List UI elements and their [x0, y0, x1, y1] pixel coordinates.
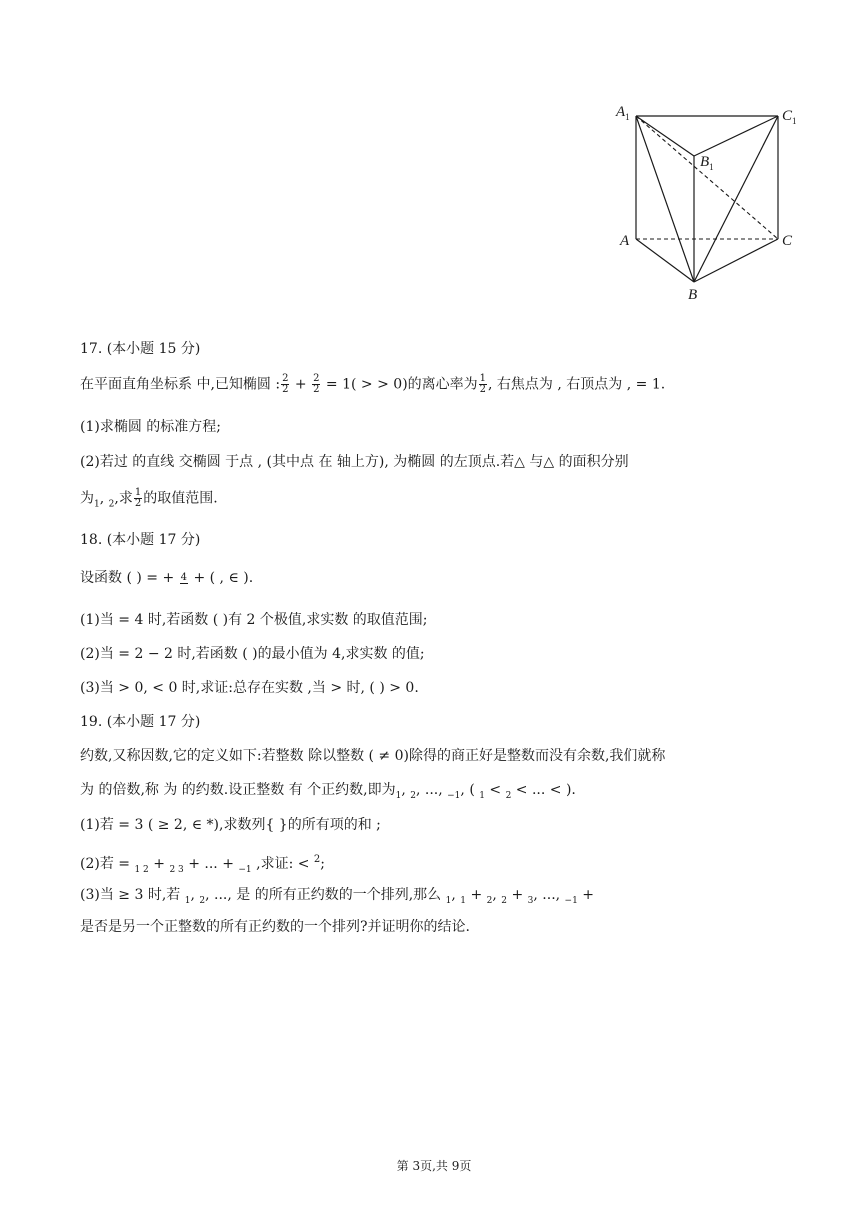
label-A: A: [620, 233, 630, 249]
q17-text-a: 在平面直角坐标系 中,已知椭圆 :: [80, 376, 281, 393]
edge-A1-B1: [636, 116, 694, 156]
label-B1: $B_1$: [700, 154, 714, 172]
q18-frac: 4: [180, 571, 188, 583]
q17-plus: +: [290, 376, 312, 393]
label-C: C: [782, 233, 793, 249]
q17-text-c: , 右焦点为 , 右顶点为 , = 1.: [488, 376, 666, 393]
q18-part2: (2)当 = 2 − 2 时,若函数 ( )的最小值为 4,求实数 的值;: [80, 646, 425, 662]
q17-ratio-frac: $\frac{1}{2}$: [134, 487, 142, 509]
label-C1: $C_1$: [782, 108, 797, 126]
q18-definition: 设函数 ( ) = + 4 + ( , ∈ ).: [80, 570, 254, 586]
q17-text-b: = 1( > > 0)的离心率为: [321, 376, 478, 393]
label-B: B: [688, 287, 698, 303]
prism-figure: [606, 96, 806, 306]
edge-A-B: [636, 239, 694, 282]
q18-part1: (1)当 = 4 时,若函数 ( )有 2 个极值,求实数 的取值范围;: [80, 612, 428, 628]
q18-part3: (3)当 > 0, < 0 时,求证:总存在实数 ,当 > 时, ( ) > 0.: [80, 680, 419, 696]
q17-part1: (1)求椭圆 的标准方程;: [80, 419, 221, 435]
q17-eccentricity: $\frac{1}{2}$: [479, 373, 487, 395]
page-footer: 第 3页,共 9页: [396, 1159, 472, 1173]
label-A1: $A_1$: [616, 104, 630, 122]
q19-part3-line2: 是否是另一个正整数的所有正约数的一个排列?并证明你的结论.: [80, 919, 470, 935]
edge-B-C: [694, 239, 778, 282]
edge-B1-C1: [694, 116, 778, 156]
q19-heading: 19. (本小题 17 分): [80, 714, 201, 730]
q19-part1: (1)若 = 3 ( ≥ 2, ∈ *),求数列{ }的所有项的和 ;: [80, 817, 381, 833]
q17-heading: 17. (本小题 15 分): [80, 341, 201, 357]
diag-C1-B: [694, 116, 778, 282]
q19-part2: (2)若 = $_{1 2}$ + $_{2 3}$ + ... + $_{-1}$ ,求证: < $^2$;: [80, 854, 326, 875]
q17-frac-x: $\frac{2}{2}$: [282, 373, 289, 395]
q17-statement: [80, 374, 665, 395]
q19-part3-line1: (3)当 ≥ 3 时,若 $_1$, $_2$, ..., 是 的所有正约数的一个排列,那么 $_1$, $_1$ + $_2$, $_2$ + $_3$, ..., $_{-1}$ +: [80, 887, 595, 906]
q19-intro-line2: 为 的倍数,称 为 的约数.设正整数 有 个正约数,即为$_1$, $_2$, ..., $_{-1}$, ( $_1$ < $_2$ < ... < ).: [80, 782, 576, 801]
q17-part2-line2: 为$_1$, $_2$,求 $\frac{1}{2}$ 的取值范围.: [80, 487, 218, 510]
q18-heading: 18. (本小题 17 分): [80, 532, 201, 548]
prism-diagram: [606, 96, 806, 306]
q17-frac-y: $\frac{2}{2}$: [313, 373, 320, 395]
q19-intro-line1: 约数,又称因数,它的定义如下:若整数 除以整数 ( ≠ 0)除得的商正好是整数而没有余数,我们就称: [80, 748, 666, 764]
q17-part2-line1: (2)若过 的直线 交椭圆 于点 , (其中点 在 轴上方), 为椭圆 的左顶点.若△ 与△ 的面积分别: [80, 454, 629, 470]
